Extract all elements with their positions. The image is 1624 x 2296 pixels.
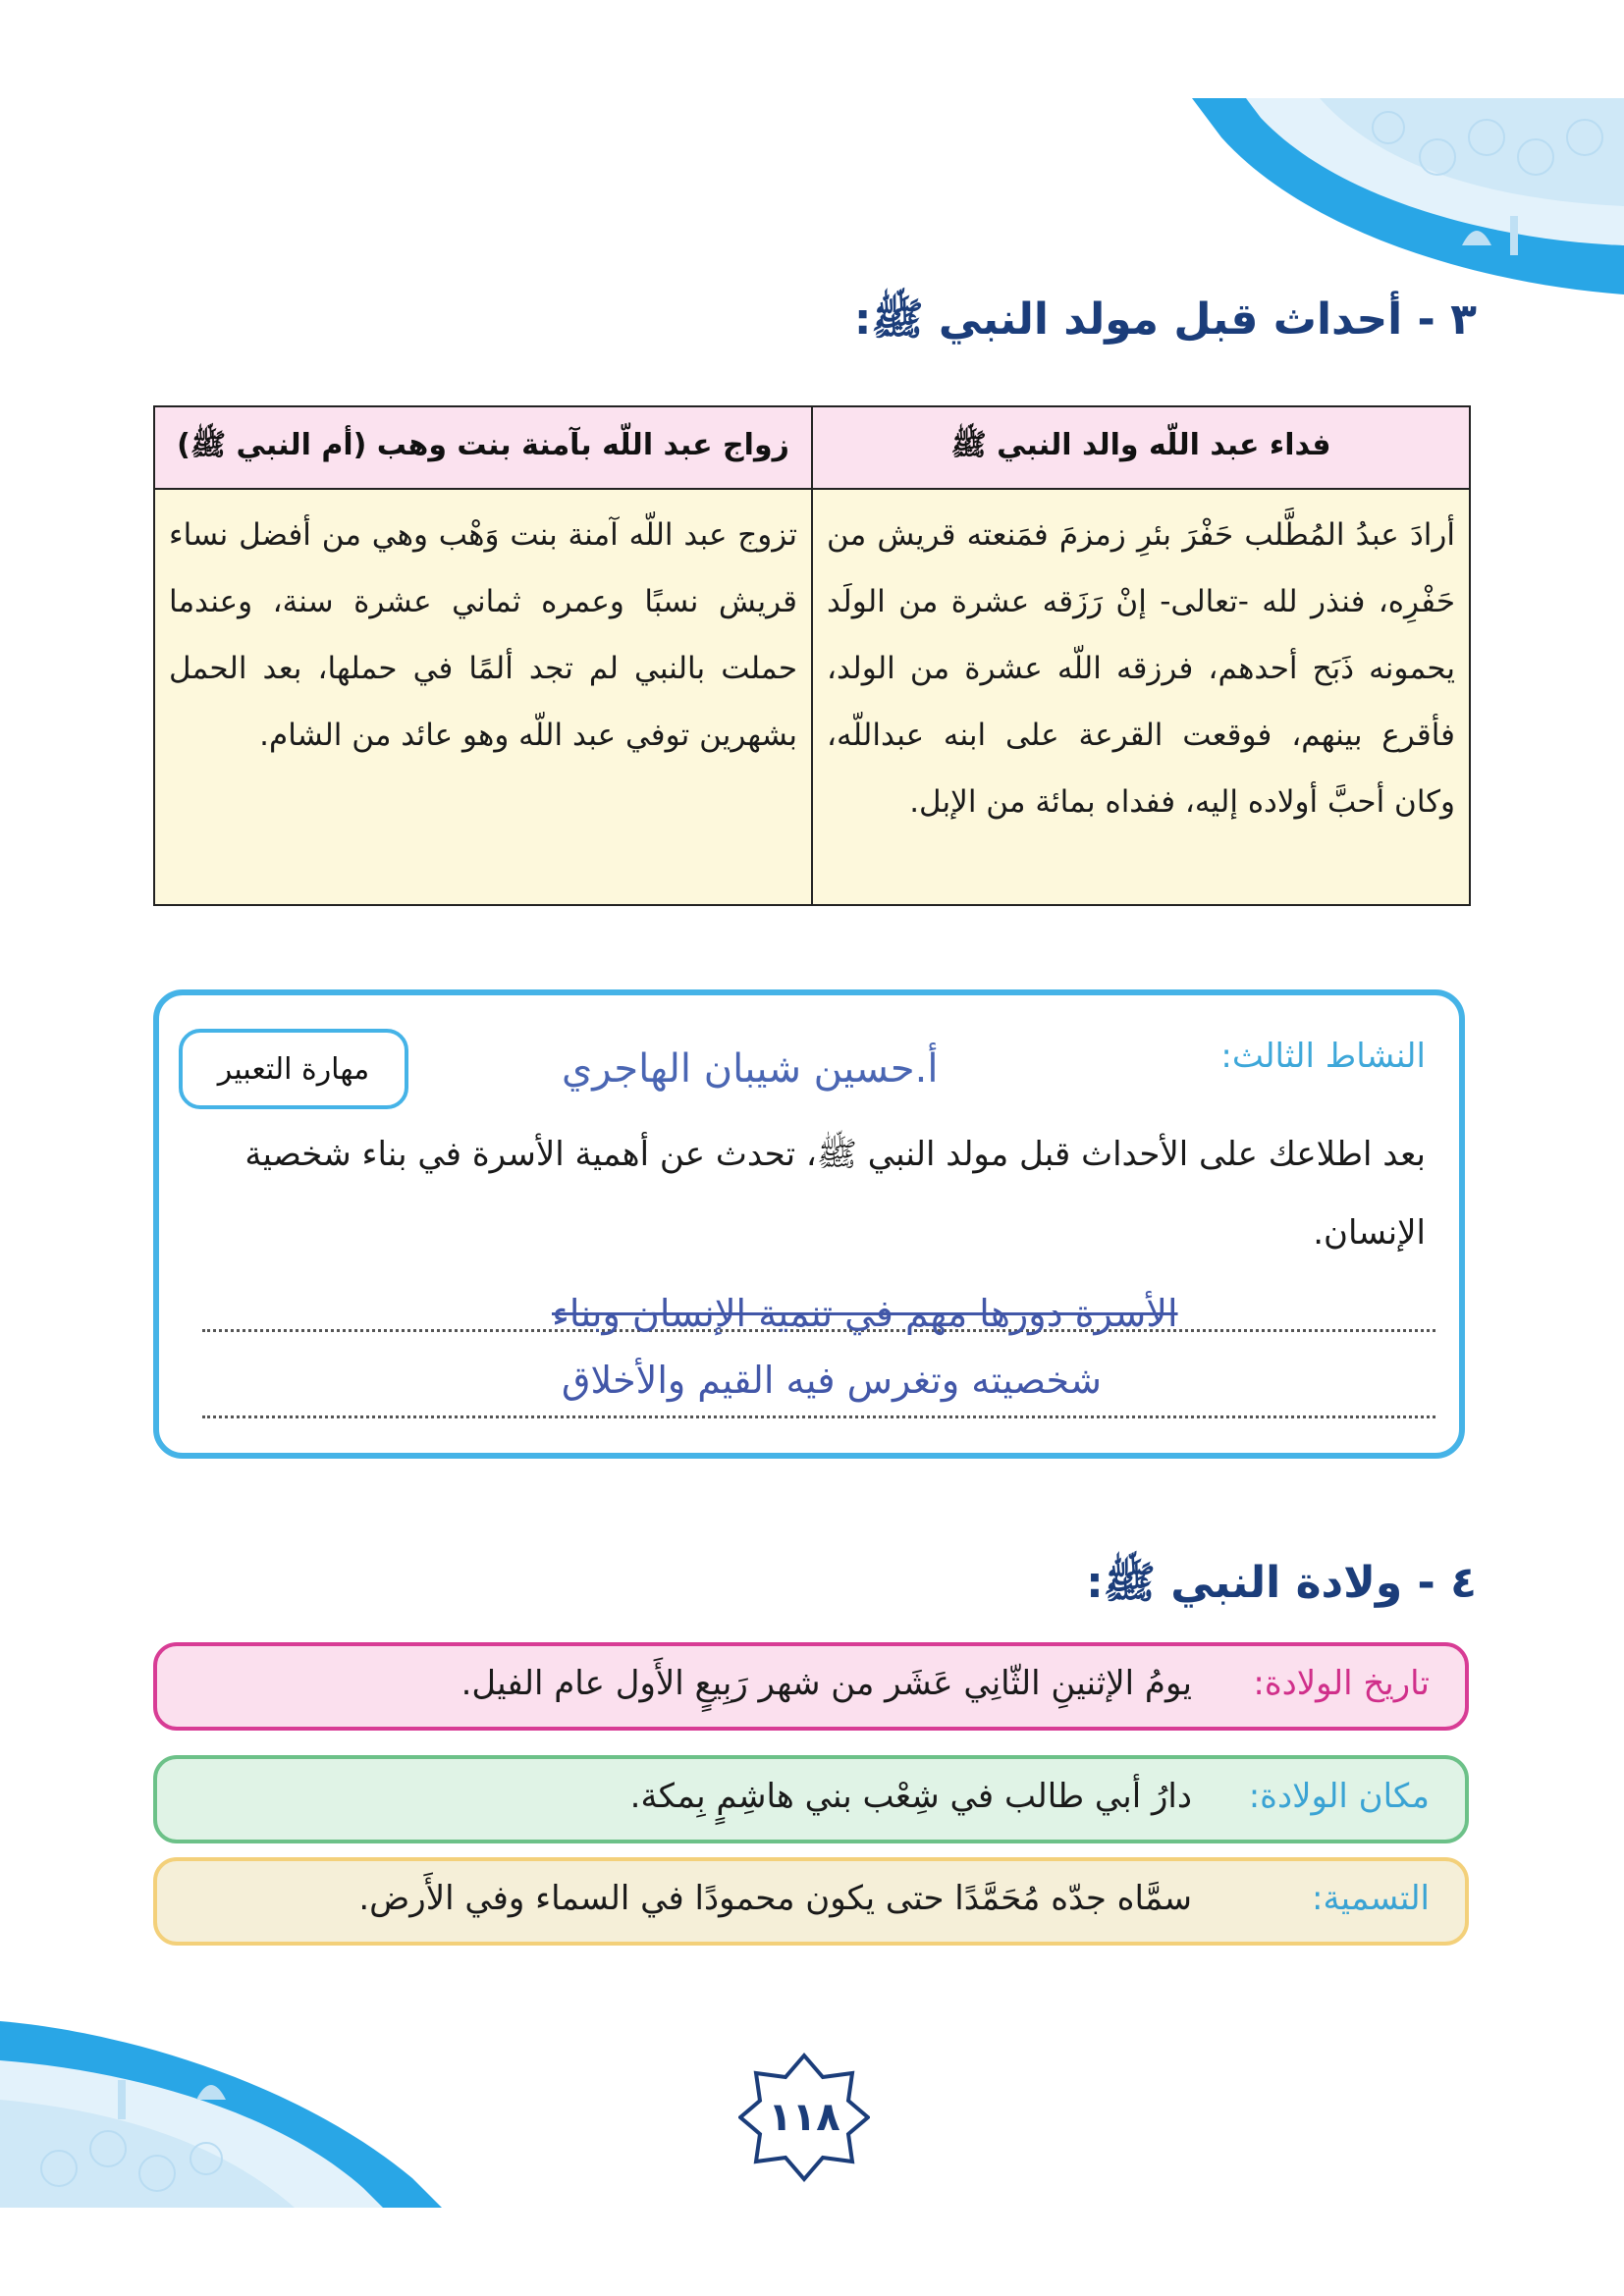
page-number-badge [738,2052,870,2183]
activity-prompt: بعد اطلاعك على الأحداث قبل مولد النبي ﷺ، تحدث عن أهمية الأسرة في بناء شخصية الإنسان. [244,1135,1426,1253]
handwritten-answer-1: الأسرة دورها مهم في تنمية الإنسان وبناء [552,1292,1178,1335]
birth-place-label: مكان الولادة: [1248,1777,1430,1816]
birth-date-value: يومُ الإثنينِ الثّانِي عَشَر من شهر رَبِيعٍ الأَول عام الفيل. [460,1664,1192,1703]
section-4-title: ٤ - ولادة النبي ﷺ: [1086,1558,1477,1608]
activity-box [153,989,1465,1459]
decorative-corner-bottom [0,2021,550,2208]
teacher-name: أ.حسين شيبان الهاجري [562,1046,939,1092]
handwritten-answer-2: شخصيته وتغرس فيه القيم والأخلاق [562,1359,1102,1402]
birth-date-label: تاريخ الولادة: [1253,1664,1430,1703]
birth-place-row [153,1755,1469,1843]
section-3-title: ٣ - أحداث قبل مولد النبي ﷺ: [853,294,1477,345]
naming-value: سمَّاه جدّه مُحَمَّدًا حتى يكون محمودًا في السماء وفي الأَرض. [358,1879,1192,1918]
activity-label: النشاط الثالث: [1220,1037,1426,1076]
table-cell-marriage: تزوج عبد اللّه آمنة بنت وَهْب وهي من أفضل نساء قريش نسبًا وعمره ثماني عشرة سنة، وعندما حملت بالنبي لم تجد ألمًا في حملها، بعد الحمل بشهرين توفي عبد اللّه وهو عائد من الشام. [154,489,812,905]
answer-line-2[interactable] [202,1415,1435,1418]
table-header-marriage: زواج عبد اللّه بآمنة بنت وهب (أم النبي ﷺ) [154,406,812,489]
table-header-ransom: فداء عبد اللّه والد النبي ﷺ [812,406,1470,489]
naming-label: التسمية: [1312,1879,1430,1918]
decorative-corner-top [1074,98,1624,294]
events-table [153,405,1471,906]
birth-place-value: دارُ أبي طالب في شِعْب بني هاشِمٍ بِمكة. [629,1777,1192,1816]
table-header-row [154,406,1470,489]
naming-row [153,1857,1469,1946]
page-number: ١١٨ [768,2095,840,2140]
table-row [154,489,1470,905]
table-cell-ransom: أرادَ عبدُ المُطَّلب حَفْرَ بئرِ زمزمَ فمَنعته قريش من حَفْرِه، فنذر لله -تعالى- إنْ رَزَقه عشرة من الولَد يحمونه ذَبَح أحدهم، فرزقه اللّه عشرة من الولد، فأقرع بينهم، فوقعت القرعة على ابنه عبداللّه، وكان أحبَّ أولاده إليه، ففداه بمائة من الإبل. [812,489,1470,905]
skill-badge: مهارة التعبير [179,1029,408,1109]
birth-date-row [153,1642,1469,1731]
